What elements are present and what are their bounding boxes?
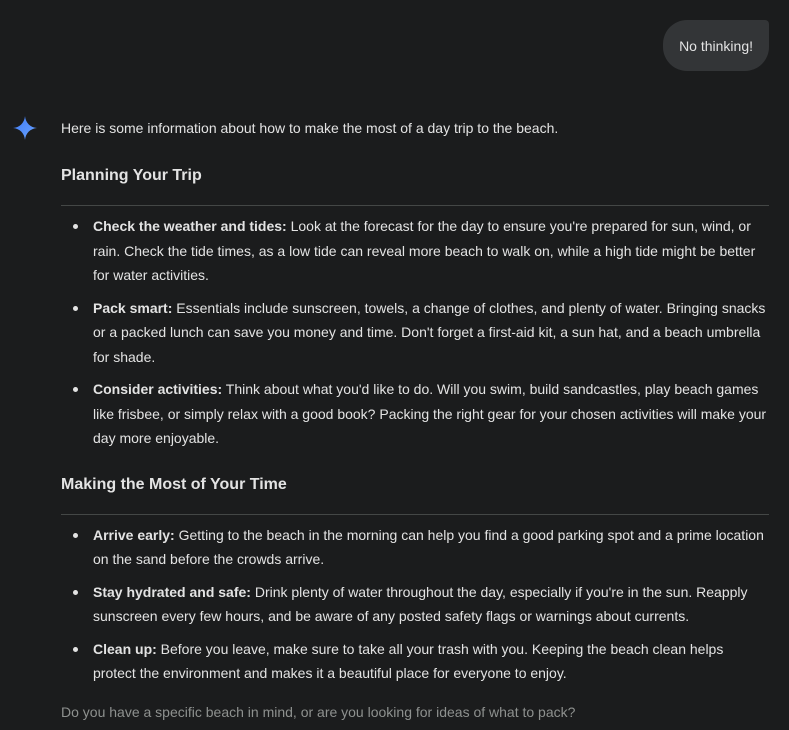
bullet-dot-icon bbox=[73, 533, 78, 538]
section-divider bbox=[61, 205, 769, 206]
list-item bbox=[61, 580, 769, 629]
item-title: Stay hydrated and safe: bbox=[93, 583, 251, 600]
item-text: Drink plenty of water throughout the day, especially if you're in the sun. Reapply sunscreen every few hours, and be aware of any posted safety flags or warnings about currents. bbox=[93, 583, 748, 624]
item-title: Arrive early: bbox=[93, 526, 175, 543]
item-text: Think about what you'd like to do. Will you swim, build sandcastles, play beach games like frisbee, or simply relax with a good book? Packing the right gear for your chosen activities will make your day more enjoyable. bbox=[93, 381, 767, 446]
item-title: Consider activities: bbox=[93, 381, 223, 397]
user-message-text: No thinking! bbox=[679, 37, 753, 54]
assistant-response bbox=[61, 116, 769, 724]
item-title: Pack smart: bbox=[93, 299, 173, 316]
list-item bbox=[61, 637, 769, 686]
response-intro: Here is some information about how to make the most of a day trip to the beach. bbox=[61, 120, 559, 136]
section-divider bbox=[61, 514, 769, 515]
bullet-dot-icon bbox=[73, 590, 78, 595]
bullet-dot-icon bbox=[73, 647, 78, 652]
time-list bbox=[61, 523, 769, 686]
item-text: Before you leave, make sure to take all your trash with you. Keeping the beach clean helps protect the environment and makes it a beautiful place for everyone to enjoy. bbox=[93, 640, 724, 681]
gemini-sparkle-icon bbox=[12, 115, 38, 141]
item-text: Getting to the beach in the morning can help you find a good parking spot and a prime location on the sand before the crowds arrive. bbox=[93, 526, 764, 567]
item-title: Clean up: bbox=[93, 640, 157, 657]
list-item bbox=[61, 214, 769, 288]
response-closing-question: Do you have a specific beach in mind, or are you looking for ideas of what to pack? bbox=[61, 703, 576, 720]
planning-list bbox=[61, 214, 769, 451]
bullet-dot-icon bbox=[73, 224, 78, 229]
heading-making-the-most: Making the Most of Your Time bbox=[61, 475, 287, 493]
heading-planning-your-trip: Planning Your Trip bbox=[61, 167, 202, 184]
user-message-bubble bbox=[663, 20, 769, 71]
bullet-dot-icon bbox=[73, 387, 78, 392]
item-text: Essentials include sunscreen, towels, a change of clothes, and plenty of water. Bringing snacks or a packed lunch can save you money and time. Don't forget a first-aid kit, a sun hat, and a beach umbrella for shade. bbox=[93, 299, 766, 365]
list-item bbox=[61, 296, 769, 370]
list-item bbox=[61, 523, 769, 572]
bullet-dot-icon bbox=[73, 306, 78, 311]
item-title: Check the weather and tides: bbox=[93, 218, 287, 234]
item-text: Look at the forecast for the day to ensure you're prepared for sun, wind, or rain. Check the tide times, as a low tide can reveal more beach to walk on, while a high tide might be better for water activities. bbox=[93, 218, 756, 283]
list-item bbox=[61, 377, 769, 451]
